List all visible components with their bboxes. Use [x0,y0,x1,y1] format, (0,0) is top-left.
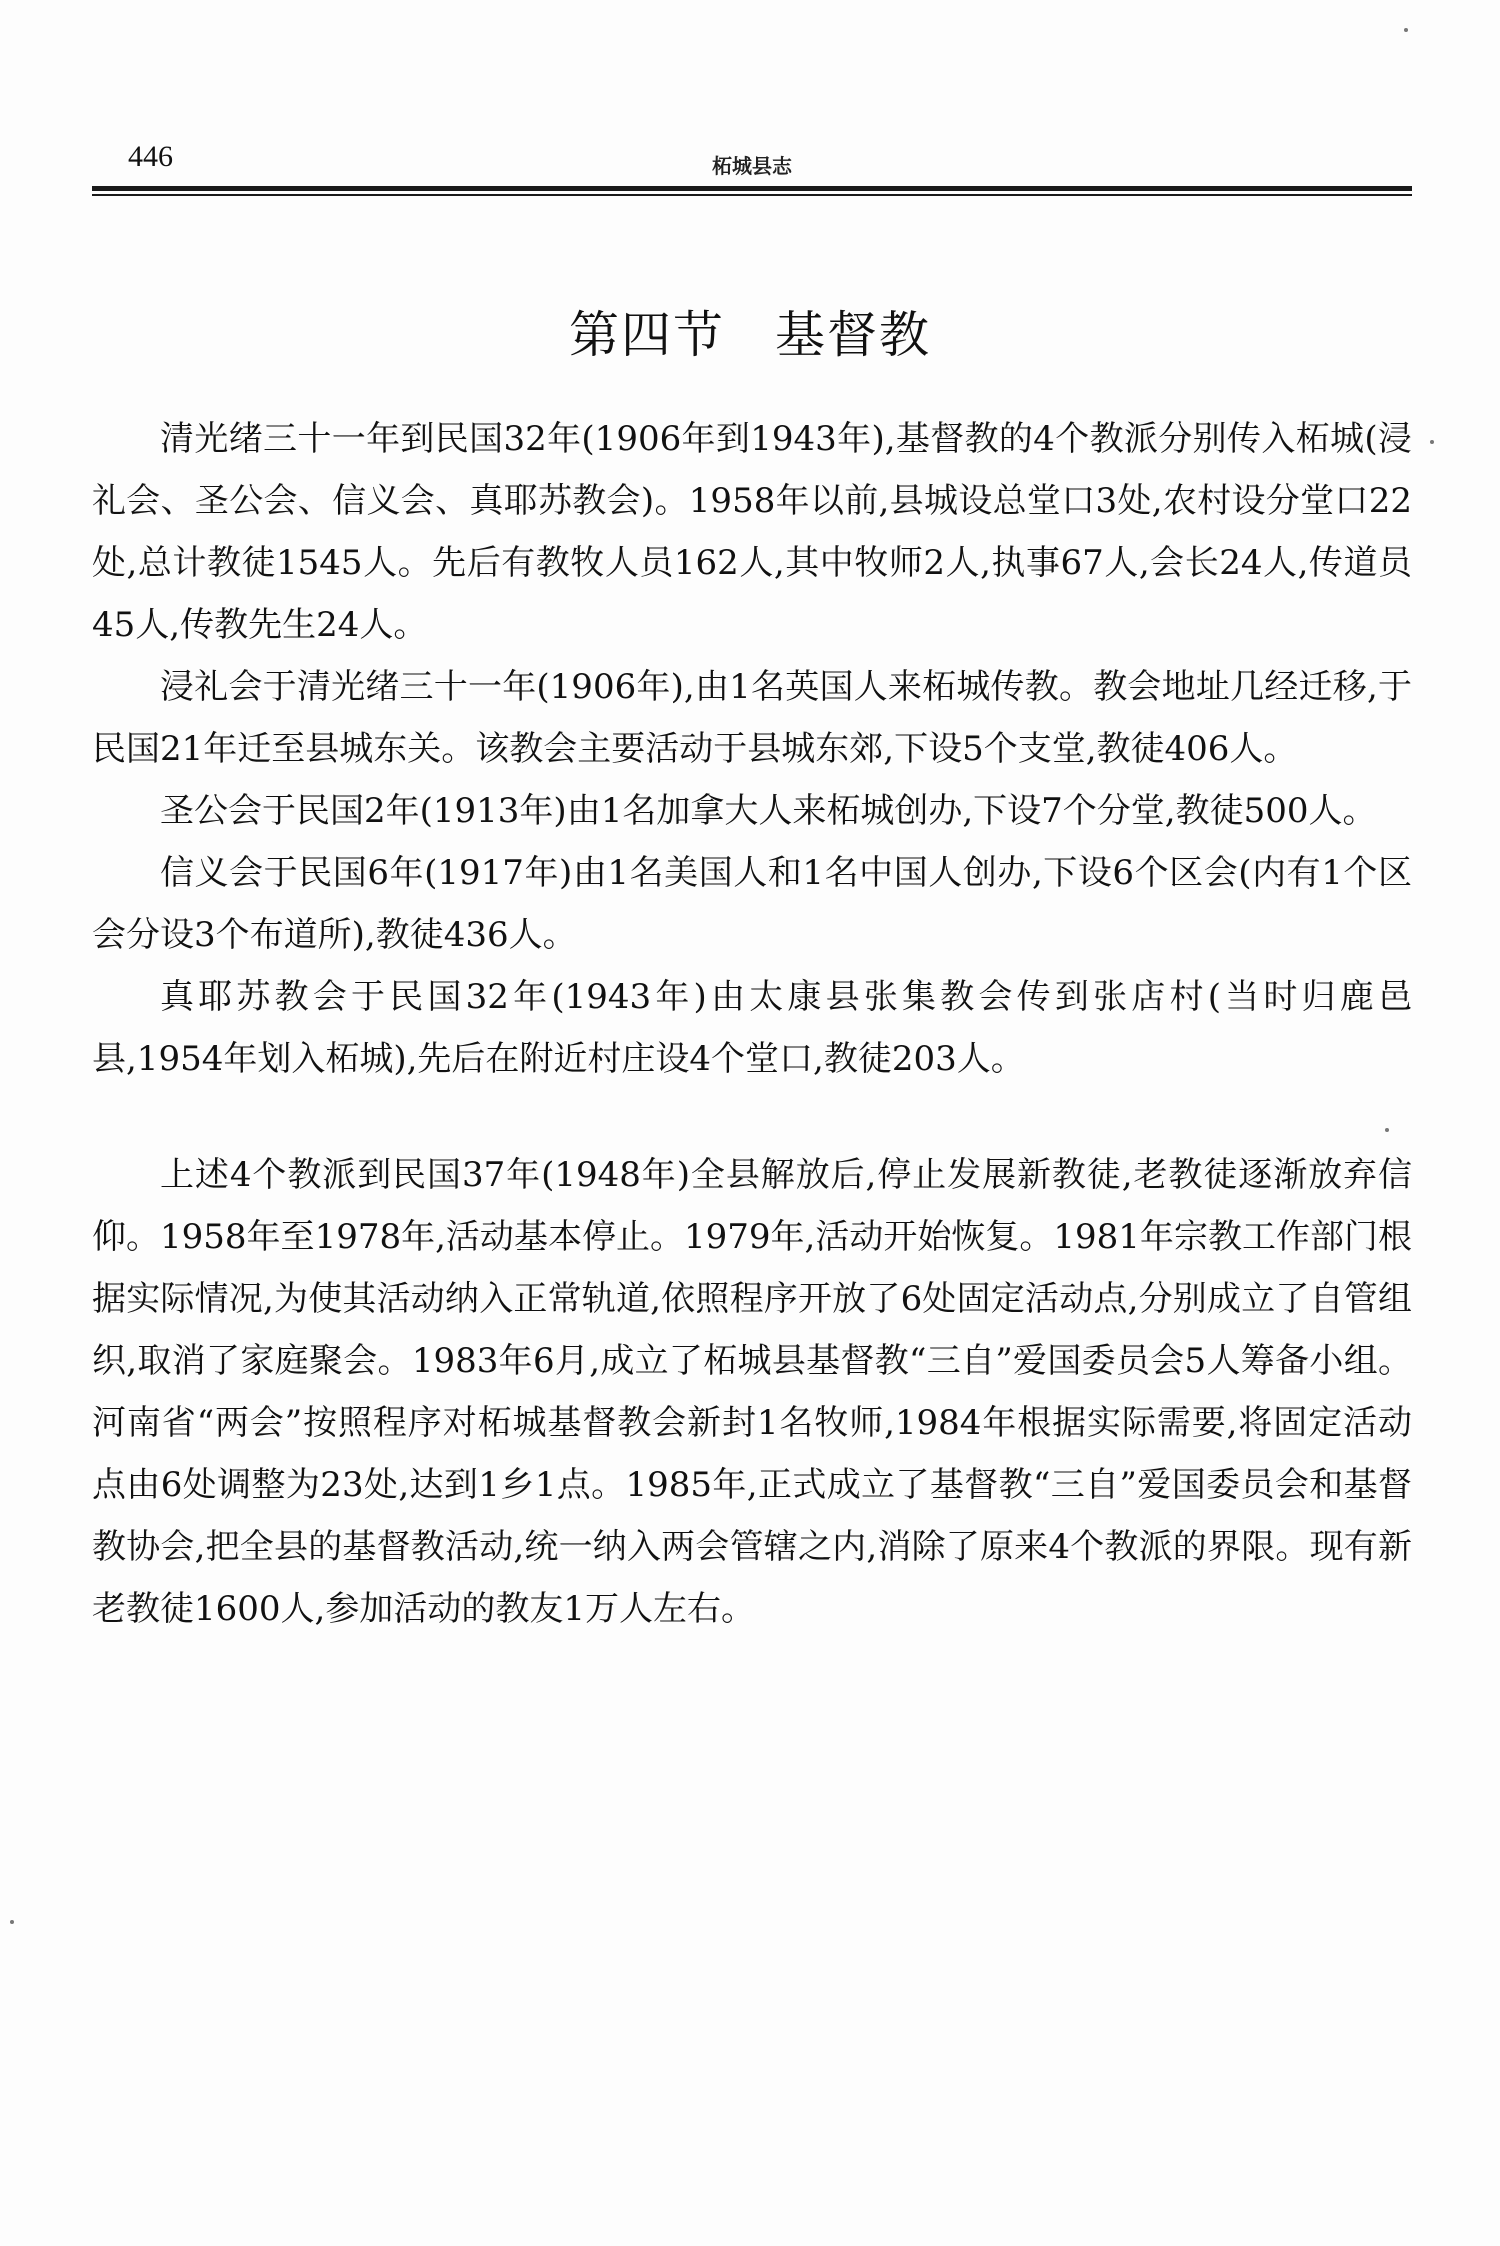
header-rule-thin [92,194,1412,196]
header-rule-thick [92,186,1412,191]
section-title: 基督教 [775,306,931,364]
section-number: 第四节 [569,306,725,364]
scan-speck [1404,28,1408,32]
paragraph-later-history: 上述4个教派到民国37年(1948年)全县解放后,停止发展新教徒,老教徒逐渐放弃信仰。1958年至1978年,活动基本停止。1979年,活动开始恢复。1981年宗教工作部门根据实际情况,为使其活动纳入正常轨道,依照程序开放了6处固定活动点,分别成立了自管组织,取消了家庭聚会。1983年6月,成立了柘城县基督教“三自”爱国委员会5人筹备小组。河南省“两会”按照程序对柘城基督教会新封1名牧师,1984年根据实际需要,将固定活动点由6处调整为23处,达到1乡1点。1985年,正式成立了基督教“三自”爱国委员会和基督教协会,把全县的基督教活动,统一纳入两会管辖之内,消除了原来4个教派的界限。现有新老教徒1600人,参加活动的教友1万人左右。 [92,1155,1412,1629]
scan-speck [1385,1128,1389,1132]
running-title: 柘城县志 [712,154,792,178]
paragraph-lutheran: 信义会于民国6年(1917年)由1名美国人和1名中国人创办,下设6个区会(内有1个区会分设3个布道所),教徒436人。 [92,853,1412,955]
section-heading [0,295,1500,367]
body-text [92,408,1412,1640]
paragraph-baptist: 浸礼会于清光绪三十一年(1906年),由1名英国人来柘城传教。教会地址几经迁移,于民国21年迁至县城东关。该教会主要活动于县城东郊,下设5个支堂,教徒406人。 [92,667,1412,769]
scan-speck [10,1920,14,1924]
page-header [92,132,1412,182]
scan-speck [1430,440,1434,444]
paragraph-overview: 清光绪三十一年到民国32年(1906年到1943年),基督教的4个教派分别传入柘城(浸礼会、圣公会、信义会、真耶苏教会)。1958年以前,县城设总堂口3处,农村设分堂口22处,总计教徒1545人。先后有教牧人员162人,其中牧师2人,执事67人,会长24人,传道员45人,传教先生24人。 [92,419,1412,645]
page-number: 446 [128,140,173,173]
paragraph-anglican: 圣公会于民国2年(1913年)由1名加拿大人来柘城创办,下设7个分堂,教徒500人。 [160,791,1377,831]
paragraph-true-jesus-church: 真耶苏教会于民国32年(1943年)由太康县张集教会传到张店村(当时归鹿邑县,1954年划入柘城),先后在附近村庄设4个堂口,教徒203人。 [92,977,1412,1079]
